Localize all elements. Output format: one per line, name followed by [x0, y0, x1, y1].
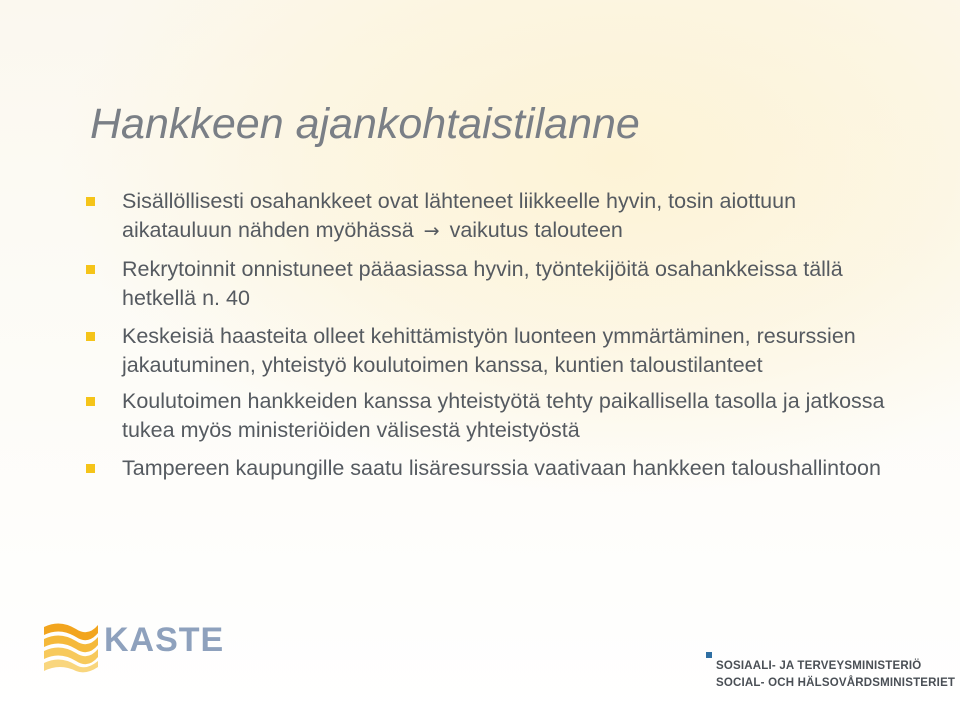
bullet-list: [86, 187, 886, 492]
bullet-text: Koulutoimen hankkeiden kanssa yhteistyötä tehty paikallisella tasolla ja jatkossa tukea myös ministeriöiden välisestä yhteistyöstä: [122, 389, 885, 442]
square-bullet-icon: [86, 464, 95, 473]
ministry-logo: [706, 652, 956, 696]
kaste-logo-text: KASTE: [104, 621, 225, 659]
kaste-wave-icon: [42, 617, 102, 673]
bullet-text: Rekrytoinnit onnistuneet pääasiassa hyvin, työntekijöitä osahankkeissa tällä hetkellä n. 40: [122, 257, 843, 310]
bullet-item: [86, 454, 886, 483]
bullet-text: vaikutus talouteen: [449, 218, 623, 242]
bullet-text: Tampereen kaupungille saatu lisäresurssia vaativaan hankkeen taloushallintoon: [122, 456, 881, 480]
bullet-item: [86, 387, 886, 445]
ministry-square-icon: [706, 652, 712, 658]
square-bullet-icon: [86, 397, 95, 406]
ministry-name-swedish: SOCIAL- OCH HÄLSOVÅRDSMINISTERIET: [716, 677, 956, 689]
bullet-item: [86, 187, 886, 246]
bullet-item: [86, 255, 886, 313]
square-bullet-icon: [86, 332, 95, 341]
square-bullet-icon: [86, 197, 95, 206]
ministry-name-finnish: SOSIAALI- JA TERVEYSMINISTERIÖ: [716, 660, 922, 672]
bullet-item: [86, 322, 886, 380]
bullet-text: Sisällöllisesti osahankkeet ovat lähteneet liikkeelle hyvin, tosin aiottuun aikatauluun nähden myöhässä: [122, 189, 797, 242]
bullet-text: Keskeisiä haasteita olleet kehittämistyön luonteen ymmärtäminen, resurssien jakautuminen, yhteistyö koulutoimen kanssa, kuntien taloustilanteet: [122, 324, 856, 377]
square-bullet-icon: [86, 265, 95, 274]
right-arrow-icon: →: [423, 220, 440, 242]
slide-title: Hankkeen ajankohtaistilanne: [90, 100, 640, 148]
kaste-logo: [42, 617, 225, 673]
